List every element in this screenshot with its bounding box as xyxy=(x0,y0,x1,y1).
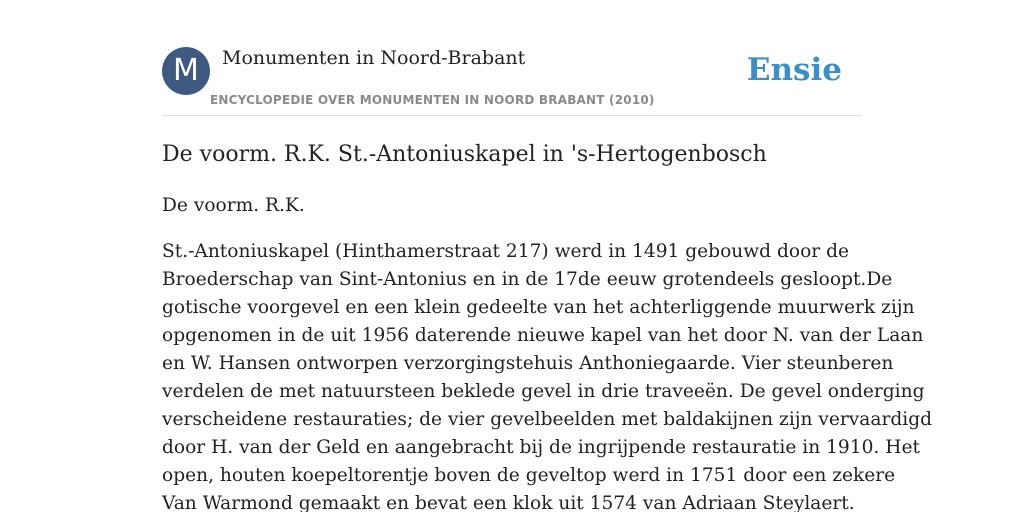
header-divider xyxy=(162,115,862,116)
text-line: verdelen de met natuursteen beklede gevel in drie traveeën. De gevel onderging xyxy=(162,381,925,402)
text-line: open, houten koepeltorentje boven de geveltop werd in 1751 door een zekere xyxy=(162,465,896,486)
text-line: Broederschap van Sint-Antonius en in de 17de eeuw grotendeels gesloopt.De xyxy=(162,269,893,290)
text-line: Van Warmond gemaakt en bevat een klok uit 1574 van Adriaan Steylaert. xyxy=(162,493,855,512)
text-line: en W. Hansen ontworpen verzorgingstehuis Anthoniegaarde. Vier steunberen xyxy=(162,353,894,374)
text-line: door H. van der Geld en aangebracht bij de ingrijpende restauratie in 1910. Het xyxy=(162,437,920,458)
article-paragraph: De voorm. R.K. xyxy=(162,195,305,216)
avatar: M xyxy=(162,47,210,95)
article xyxy=(162,140,933,512)
text-line: gotische voorgevel en een klein gedeelte van het achterliggende muurwerk zijn xyxy=(162,297,915,318)
source-subtitle: ENCYCLOPEDIE OVER MONUMENTEN IN NOORD BRABANT (2010) xyxy=(210,93,655,107)
text-line: verscheidene restauraties; de vier gevelbeelden met baldakijnen zijn vervaardigd xyxy=(162,409,933,430)
brand-logo[interactable]: Ensie xyxy=(746,52,842,88)
source-header xyxy=(162,46,862,116)
text-line: St.-Antoniuskapel (Hinthamerstraat 217) werd in 1491 gebouwd door de xyxy=(162,241,849,262)
article-title: De voorm. R.K. St.-Antoniuskapel in 's-Hertogenbosch xyxy=(162,142,767,167)
text-line: opgenomen in de uit 1956 daterende nieuwe kapel van het door N. van der Laan xyxy=(162,325,924,346)
article-paragraph xyxy=(162,238,933,512)
source-title[interactable]: Monumenten in Noord-Brabant xyxy=(222,47,526,69)
